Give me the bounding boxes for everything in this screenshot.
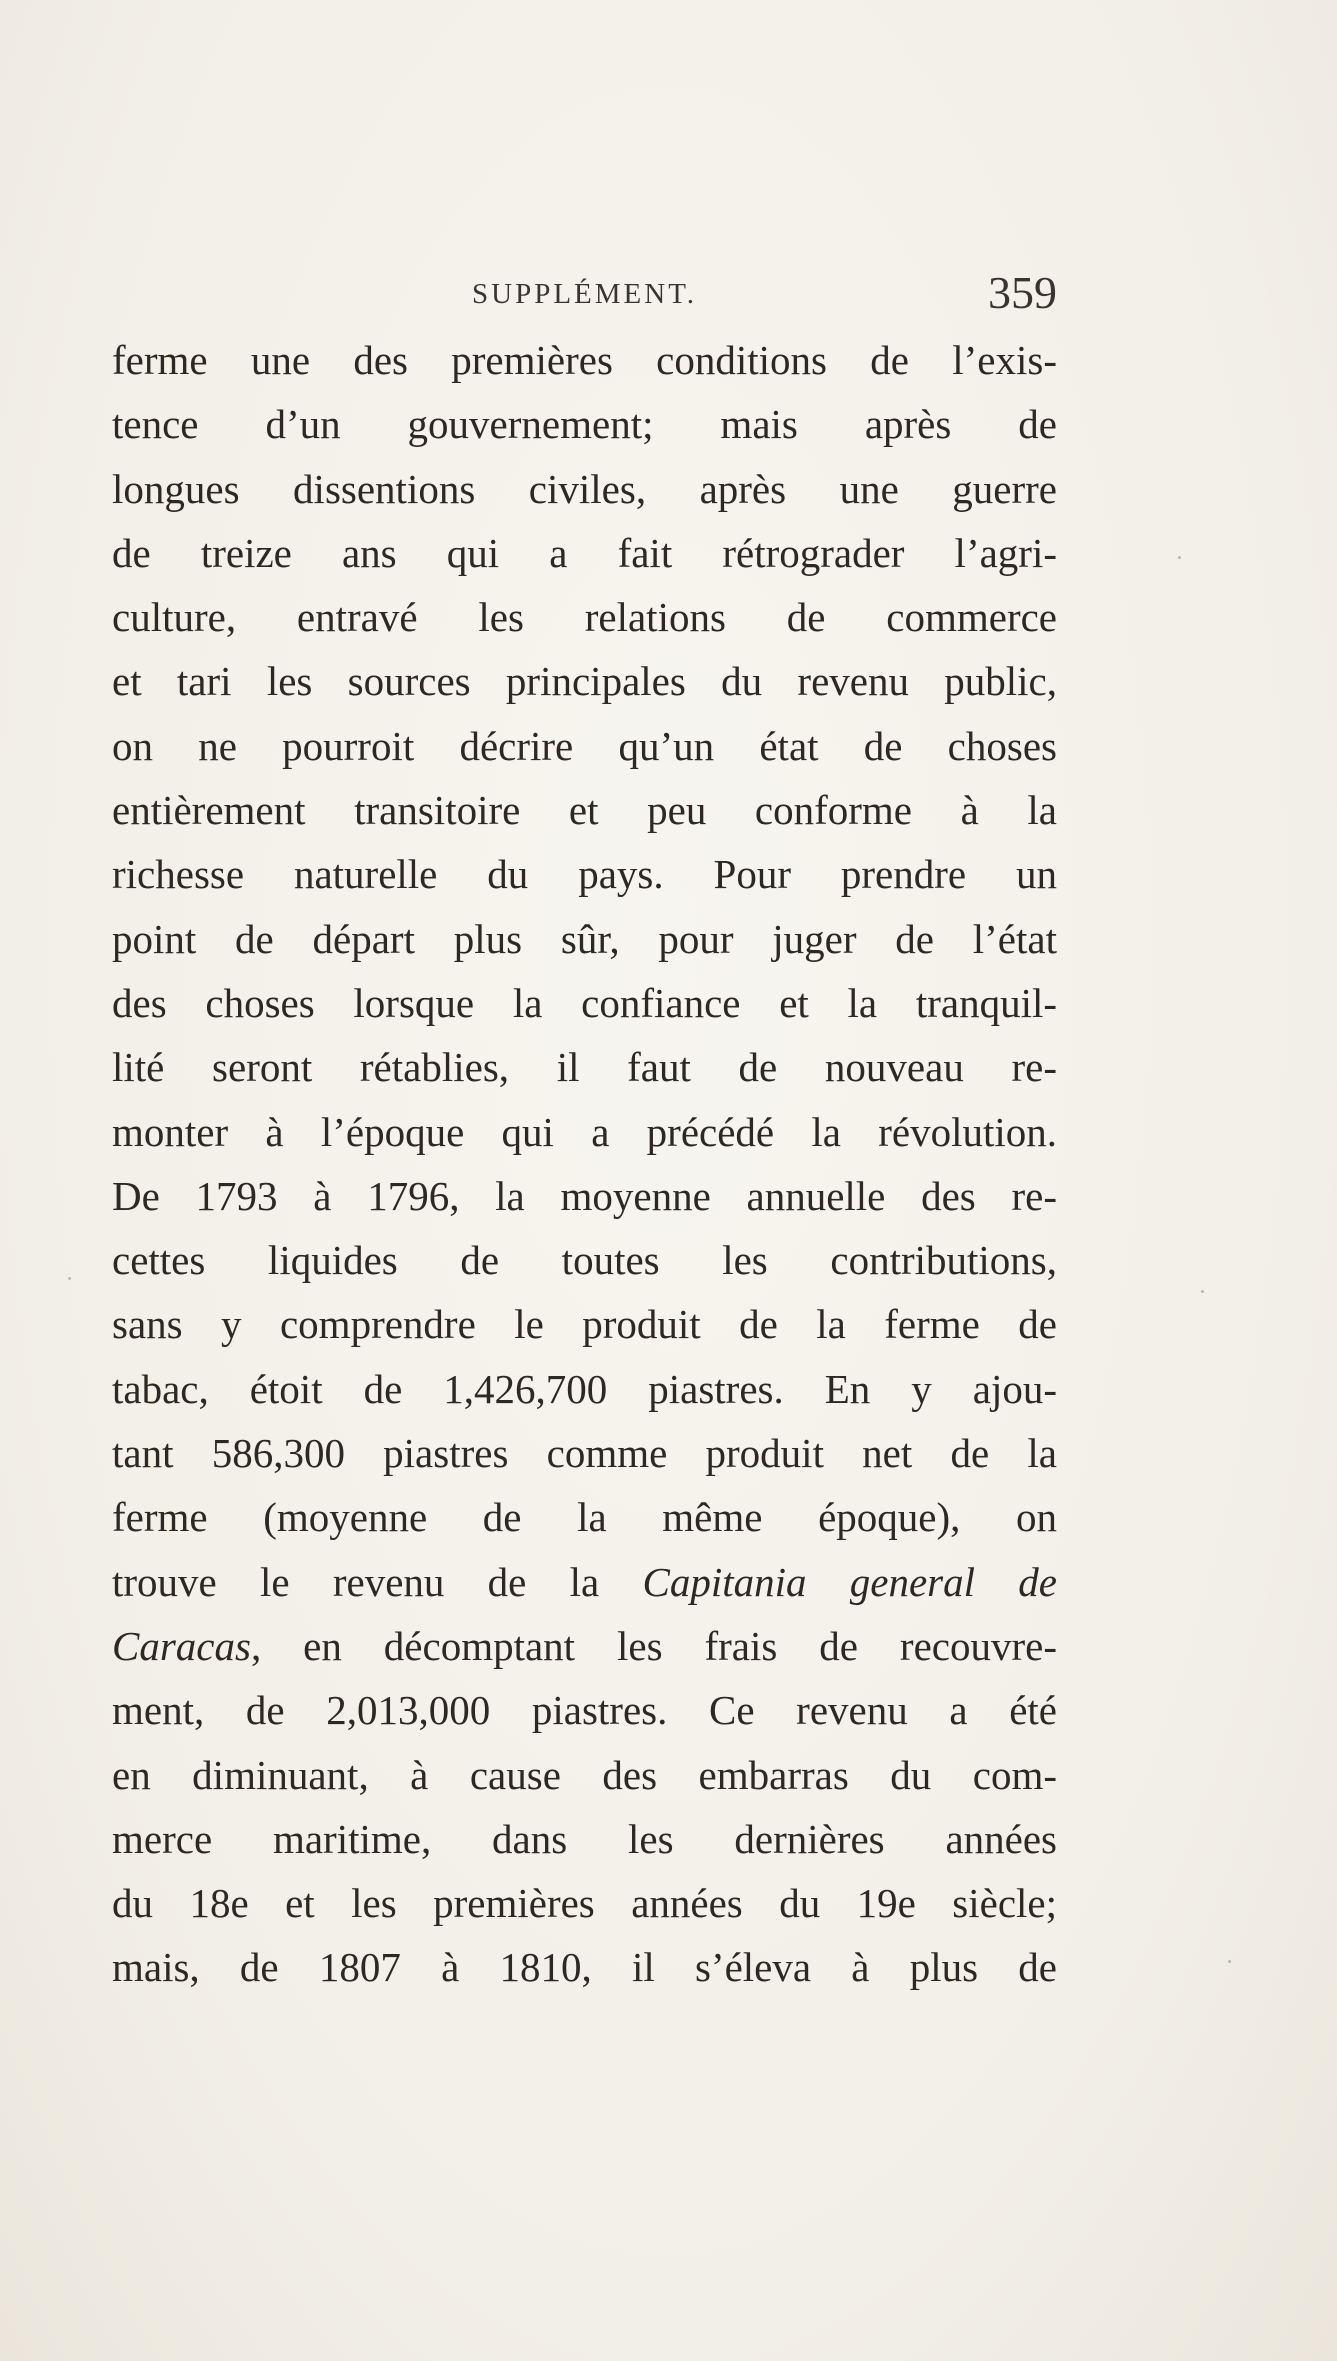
body-text (112, 328, 1057, 2000)
text-line (112, 1614, 1057, 1678)
page-number: 359 (988, 267, 1057, 318)
text-line: mais, de 1807 à 1810, il s’éleva à plus de (112, 1944, 1057, 1991)
text-line: sans y comprendre le produit de la ferme de (112, 1301, 1057, 1348)
text-line: tence d’un gouvernement; mais après de (112, 401, 1057, 448)
text-line (112, 1550, 1057, 1614)
text-span: trouve le revenu de la (112, 1558, 643, 1605)
text-line: lité seront rétablies, il faut de nouveau re- (112, 1044, 1057, 1091)
text-line: longues dissentions civiles, après une guerre (112, 465, 1057, 512)
paper-speck (68, 1277, 71, 1280)
text-line: point de départ plus sûr, pour juger de l’état (112, 915, 1057, 962)
running-head: SUPPLÉMENT. (472, 278, 698, 310)
paper-speck (1201, 1290, 1204, 1293)
text-line: De 1793 à 1796, la moyenne annuelle des re- (112, 1172, 1057, 1219)
text-line: on ne pourroit décrire qu’un état de choses (112, 722, 1057, 769)
text-line: richesse naturelle du pays. Pour prendre un (112, 851, 1057, 898)
text-line: tabac, étoit de 1,426,700 piastres. En y ajou- (112, 1365, 1057, 1412)
text-line: cettes liquides de toutes les contributions, (112, 1237, 1057, 1284)
text-line: en diminuant, à cause des embarras du com- (112, 1751, 1057, 1798)
text-line: monter à l’époque qui a précédé la révolution. (112, 1108, 1057, 1155)
text-line: des choses lorsque la confiance et la tranquil- (112, 979, 1057, 1026)
text-line: ferme (moyenne de la même époque), on (112, 1494, 1057, 1541)
paper-speck (1228, 1960, 1231, 1963)
text-line: merce maritime, dans les dernières années (112, 1815, 1057, 1862)
text-line: ferme une des premières conditions de l’exis- (112, 337, 1057, 383)
text-line: et tari les sources principales du revenu public, (112, 658, 1057, 705)
page-header (112, 266, 1057, 326)
text-line: de treize ans qui a fait rétrograder l’agri- (112, 529, 1057, 576)
text-line: ment, de 2,013,000 piastres. Ce revenu a été (112, 1687, 1057, 1734)
italic-title: Caracas (112, 1622, 251, 1669)
text-line: culture, entravé les relations de commerce (112, 594, 1057, 641)
paper-speck (1178, 556, 1181, 559)
text-span: , en décomptant les frais de recouvre- (250, 1622, 1057, 1669)
italic-title: Capitania general de (642, 1558, 1057, 1605)
text-line: du 18e et les premières années du 19e siècle; (112, 1880, 1057, 1927)
text-line: tant 586,300 piastres comme produit net de la (112, 1430, 1057, 1477)
text-line: entièrement transitoire et peu conforme à la (112, 787, 1057, 834)
